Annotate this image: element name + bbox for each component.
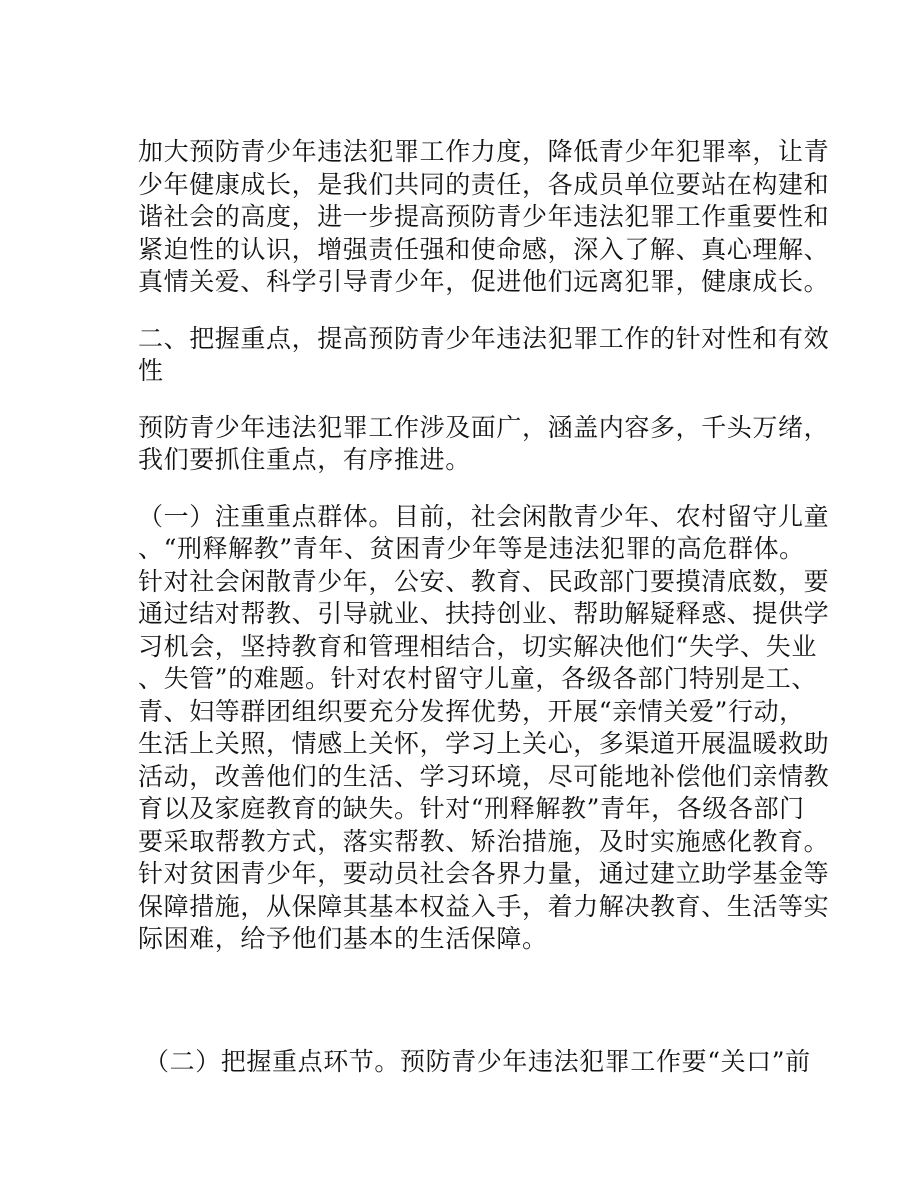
text-line: 预防青少年违法犯罪工作涉及面广，涵盖内容多，千头万绪，	[138, 412, 830, 442]
text-line: 紧迫性的认识，增强责任强和使命感，深入了解、真心理解、	[138, 234, 830, 264]
text-line: 谐社会的高度，进一步提高预防青少年违法犯罪工作重要性和	[138, 202, 830, 231]
paragraph-key-groups	[138, 501, 830, 956]
section-heading-two	[138, 323, 830, 388]
text-line: 保障措施，从保障其基本权益入手，着力解决教育、生活等实	[138, 891, 830, 921]
text-line: （一）注重重点群体。目前，社会闲散青少年、农村留守儿童	[138, 501, 830, 531]
paragraph-key-links	[138, 1046, 811, 1079]
text-line: 真情关爱、科学引导青少年，促进他们远离犯罪，健康成长。	[138, 267, 830, 296]
text-line: 、“刑释解教”青年、贫困青少年等是违法犯罪的高危群体。	[138, 534, 805, 563]
text-line: 、失管”的难题。针对农村留守儿童，各级各部门特别是工、	[138, 664, 817, 693]
text-line: （二）把握重点环节。预防青少年违法犯罪工作要“关口”前	[144, 1046, 811, 1076]
text-line: 我们要抓住重点，有序推进。	[138, 445, 471, 474]
text-line: 加大预防青少年违法犯罪工作力度，降低青少年犯罪率，让青	[138, 137, 830, 166]
text-line: 性	[138, 356, 164, 385]
text-line: 习机会，坚持教育和管理相结合，切实解决他们“失学、失业	[138, 631, 817, 661]
text-line: 活动，改善他们的生活、学习环境，尽可能地补偿他们亲情教	[138, 761, 830, 791]
text-line: 二、把握重点，提高预防青少年违法犯罪工作的针对性和有效	[138, 323, 830, 353]
text-line: 要采取帮教方式，落实帮教、矫治措施，及时实施感化教育。	[138, 826, 830, 856]
text-line: 少年健康成长，是我们共同的责任，各成员单位要站在构建和	[138, 169, 830, 199]
text-line: 通过结对帮教、引导就业、扶持创业、帮助解疑释惑、提供学	[138, 599, 830, 628]
document-body	[138, 136, 830, 1078]
text-line: 青、妇等群团组织要充分发挥优势，开展“亲情关爱”行动，	[138, 696, 805, 726]
text-line: 针对贫困青少年，要动员社会各界力量，通过建立助学基金等	[138, 859, 830, 888]
text-line: 际困难，给予他们基本的生活保障。	[138, 924, 548, 953]
text-line: 针对社会闲散青少年，公安、教育、民政部门要摸清底数，要	[138, 566, 830, 596]
text-line: 生活上关照，情感上关怀，学习上关心，多渠道开展温暖救助	[138, 729, 830, 758]
text-line: 育以及家庭教育的缺失。针对“刑释解教”青年，各级各部门	[138, 794, 805, 823]
paragraph-responsibility	[138, 136, 830, 299]
paragraph-overview	[138, 412, 830, 477]
